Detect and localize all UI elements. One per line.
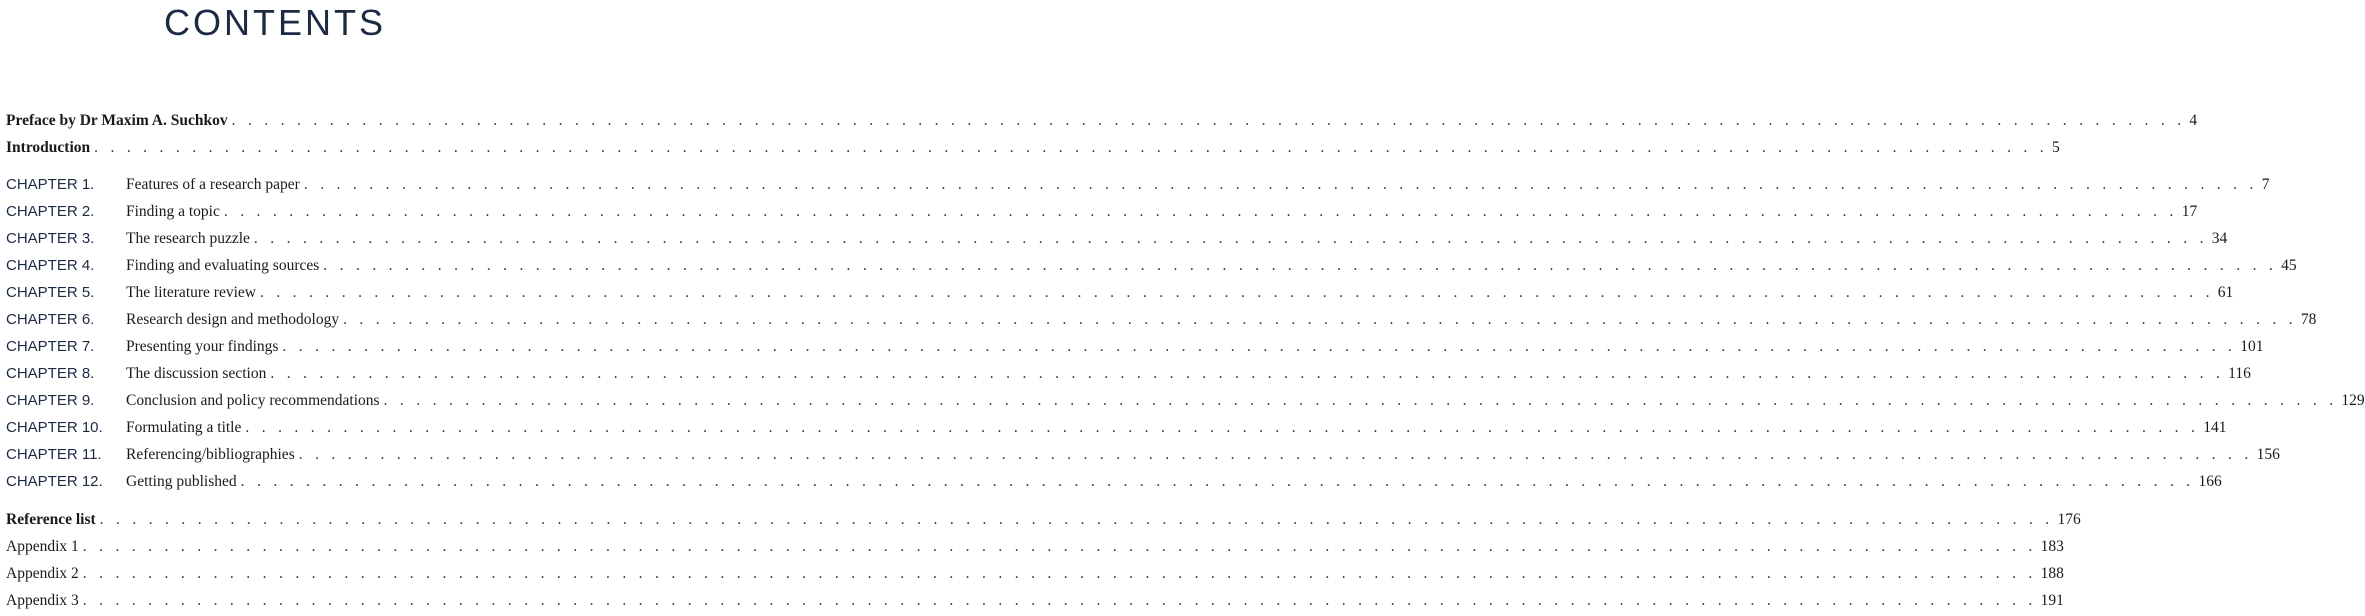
toc-entry[interactable] <box>6 468 2222 492</box>
dot-leader: . . . . . . . . . . . . . . . . . . . . . . . . . . . . . . . . . . . . . . . . . . . . . . . . . . . . . . . . . . . . . . . . . . . . . . . . . . . . . . . . . . . . . . . . . . . . . . . . . . . . . . . . . . . . . . . . . . . . . . . . <box>270 365 2225 382</box>
page-number: 116 <box>2228 365 2251 382</box>
dot-leader: . . . . . . . . . . . . . . . . . . . . . . . . . . . . . . . . . . . . . . . . . . . . . . . . . . . . . . . . . . . . . . . . . . . . . . . . . . . . . . . . . . . . . . . . . . . . . . . . . . . . . . . . . . . . . . . . . . . . . . . . <box>82 565 2037 582</box>
page-number: 78 <box>2300 311 2317 328</box>
dot-leader: . . . . . . . . . . . . . . . . . . . . . . . . . . . . . . . . . . . . . . . . . . . . . . . . . . . . . . . . . . . . . . . . . . . . . . . . . . . . . . . . . . . . . . . . . . . . . . . . . . . . . . . . . . . . . . . . . . . . . . . . <box>82 538 2037 555</box>
entry-title: Preface by Dr Maxim A. Suchkov <box>6 112 228 129</box>
toc-entry[interactable] <box>6 107 2198 131</box>
dot-leader: . . . . . . . . . . . . . . . . . . . . . . . . . . . . . . . . . . . . . . . . . . . . . . . . . . . . . . . . . . . . . . . . . . . . . . . . . . . . . . . . . . . . . . . . . . . . . . . . . . . . . . . . . . . . . . . . . . . . . . . . <box>282 338 2237 355</box>
page-number: 4 <box>2189 112 2198 129</box>
dot-leader: . . . . . . . . . . . . . . . . . . . . . . . . . . . . . . . . . . . . . . . . . . . . . . . . . . . . . . . . . . . . . . . . . . . . . . . . . . . . . . . . . . . . . . . . . . . . . . . . . . . . . . . . . . . . . . . . . . . . . . . . <box>99 511 2054 528</box>
toc-entry[interactable] <box>6 533 2064 557</box>
toc-entry[interactable] <box>6 414 2227 438</box>
dot-leader: . . . . . . . . . . . . . . . . . . . . . . . . . . . . . . . . . . . . . . . . . . . . . . . . . . . . . . . . . . . . . . . . . . . . . . . . . . . . . . . . . . . . . . . . . . . . . . . . . . . . . . . . . . . . . . . . . . . . . . . . <box>259 284 2214 301</box>
toc-entry[interactable] <box>6 134 2060 158</box>
page-number: 34 <box>2211 230 2228 247</box>
chapter-number: CHAPTER 9. <box>6 392 95 409</box>
entry-title: The literature review <box>126 284 256 301</box>
entry-title: Presenting your findings <box>126 338 279 355</box>
dot-leader: . . . . . . . . . . . . . . . . . . . . . . . . . . . . . . . . . . . . . . . . . . . . . . . . . . . . . . . . . . . . . . . . . . . . . . . . . . . . . . . . . . . . . . . . . . . . . . . . . . . . . . . . . . . . . . . . . . . . . . . . <box>298 446 2253 463</box>
entry-title: Introduction <box>6 139 91 156</box>
chapter-number: CHAPTER 7. <box>6 338 95 355</box>
dot-leader: . . . . . . . . . . . . . . . . . . . . . . . . . . . . . . . . . . . . . . . . . . . . . . . . . . . . . . . . . . . . . . . . . . . . . . . . . . . . . . . . . . . . . . . . . . . . . . . . . . . . . . . . . . . . . . . . . . . . . . . . <box>303 176 2258 193</box>
entry-title: Finding and evaluating sources <box>126 257 320 274</box>
dot-leader: . . . . . . . . . . . . . . . . . . . . . . . . . . . . . . . . . . . . . . . . . . . . . . . . . . . . . . . . . . . . . . . . . . . . . . . . . . . . . . . . . . . . . . . . . . . . . . . . . . . . . . . . . . . . . . . . . . . . . . . . <box>323 257 2278 274</box>
toc-entry[interactable] <box>6 506 2081 530</box>
toc-entry[interactable] <box>6 560 2064 584</box>
chapter-number: CHAPTER 3. <box>6 230 95 247</box>
entry-title: The discussion section <box>126 365 267 382</box>
chapter-number: CHAPTER 5. <box>6 284 95 301</box>
dot-leader: . . . . . . . . . . . . . . . . . . . . . . . . . . . . . . . . . . . . . . . . . . . . . . . . . . . . . . . . . . . . . . . . . . . . . . . . . . . . . . . . . . . . . . . . . . . . . . . . . . . . . . . . . . . . . . . . . . . . . . . . <box>82 592 2037 609</box>
page-number: 183 <box>2040 538 2064 555</box>
page-number: 188 <box>2040 565 2064 582</box>
entry-title: Finding a topic <box>126 203 220 220</box>
dot-leader: . . . . . . . . . . . . . . . . . . . . . . . . . . . . . . . . . . . . . . . . . . . . . . . . . . . . . . . . . . . . . . . . . . . . . . . . . . . . . . . . . . . . . . . . . . . . . . . . . . . . . . . . . . . . . . . . . . . . . . . . <box>383 392 2338 409</box>
entry-title: Formulating a title <box>126 419 242 436</box>
page-number: 141 <box>2203 419 2227 436</box>
toc-entry[interactable] <box>6 306 2317 330</box>
dot-leader: . . . . . . . . . . . . . . . . . . . . . . . . . . . . . . . . . . . . . . . . . . . . . . . . . . . . . . . . . . . . . . . . . . . . . . . . . . . . . . . . . . . . . . . . . . . . . . . . . . . . . . . . . . . . . . . . . . . . . . . . <box>245 419 2200 436</box>
dot-leader: . . . . . . . . . . . . . . . . . . . . . . . . . . . . . . . . . . . . . . . . . . . . . . . . . . . . . . . . . . . . . . . . . . . . . . . . . . . . . . . . . . . . . . . . . . . . . . . . . . . . . . . . . . . . . . . . . . . . . . . . <box>94 139 2048 156</box>
page-number: 191 <box>2040 592 2064 609</box>
entry-title: Features of a research paper <box>126 176 300 193</box>
toc-entry[interactable] <box>6 171 2270 195</box>
dot-leader: . . . . . . . . . . . . . . . . . . . . . . . . . . . . . . . . . . . . . . . . . . . . . . . . . . . . . . . . . . . . . . . . . . . . . . . . . . . . . . . . . . . . . . . . . . . . . . . . . . . . . . . . . . . . . . . . . . . . . . . . <box>231 112 2186 129</box>
toc-entry[interactable] <box>6 279 2234 303</box>
entry-title: Referencing/bibliographies <box>126 446 295 463</box>
toc-entry[interactable] <box>6 587 2064 611</box>
page-number: 45 <box>2281 257 2297 274</box>
page-title: CONTENTS <box>164 2 386 43</box>
entry-title: Conclusion and policy recommendations <box>126 392 380 409</box>
toc-entry[interactable] <box>6 225 2228 249</box>
dot-leader: . . . . . . . . . . . . . . . . . . . . . . . . . . . . . . . . . . . . . . . . . . . . . . . . . . . . . . . . . . . . . . . . . . . . . . . . . . . . . . . . . . . . . . . . . . . . . . . . . . . . . . . . . . . . . . . . . . . . . . . . <box>343 311 2297 328</box>
page-number: 156 <box>2256 446 2280 463</box>
toc-entry[interactable] <box>6 252 2297 276</box>
entry-title: Reference list <box>6 511 96 528</box>
chapter-number: CHAPTER 8. <box>6 365 95 382</box>
page-number: 7 <box>2261 176 2270 193</box>
entry-title: Appendix 3 <box>6 592 79 609</box>
toc-entry[interactable] <box>6 360 2251 384</box>
entry-title: Research design and methodology <box>126 311 340 328</box>
dot-leader: . . . . . . . . . . . . . . . . . . . . . . . . . . . . . . . . . . . . . . . . . . . . . . . . . . . . . . . . . . . . . . . . . . . . . . . . . . . . . . . . . . . . . . . . . . . . . . . . . . . . . . . . . . . . . . . . . . . . . . . . <box>223 203 2178 220</box>
chapter-number: CHAPTER 11. <box>6 446 102 463</box>
chapter-number: CHAPTER 10. <box>6 419 103 436</box>
dot-leader: . . . . . . . . . . . . . . . . . . . . . . . . . . . . . . . . . . . . . . . . . . . . . . . . . . . . . . . . . . . . . . . . . . . . . . . . . . . . . . . . . . . . . . . . . . . . . . . . . . . . . . . . . . . . . . . . . . . . . . . . <box>240 473 2195 490</box>
entry-title: Appendix 2 <box>6 565 79 582</box>
entry-title: The research puzzle <box>126 230 250 247</box>
chapter-number: CHAPTER 2. <box>6 203 95 220</box>
chapter-number: CHAPTER 4. <box>6 257 95 274</box>
chapter-number: CHAPTER 6. <box>6 311 95 328</box>
page-number: 166 <box>2198 473 2222 490</box>
dot-leader: . . . . . . . . . . . . . . . . . . . . . . . . . . . . . . . . . . . . . . . . . . . . . . . . . . . . . . . . . . . . . . . . . . . . . . . . . . . . . . . . . . . . . . . . . . . . . . . . . . . . . . . . . . . . . . . . . . . . . . . . <box>253 230 2208 247</box>
toc-entry[interactable] <box>6 441 2280 465</box>
toc-entry[interactable] <box>6 387 2365 411</box>
chapter-number: CHAPTER 12. <box>6 473 103 490</box>
page-number: 17 <box>2181 203 2198 220</box>
chapter-number: CHAPTER 1. <box>6 176 95 193</box>
entry-title: Appendix 1 <box>6 538 79 555</box>
entry-title: Getting published <box>126 473 237 490</box>
page-number: 176 <box>2057 511 2081 528</box>
page-number: 129 <box>2341 392 2365 409</box>
page-number: 61 <box>2217 284 2234 301</box>
toc-entry[interactable] <box>6 198 2198 222</box>
toc-entry[interactable] <box>6 333 2264 357</box>
page-number: 5 <box>2051 139 2060 156</box>
page-number: 101 <box>2240 338 2264 355</box>
